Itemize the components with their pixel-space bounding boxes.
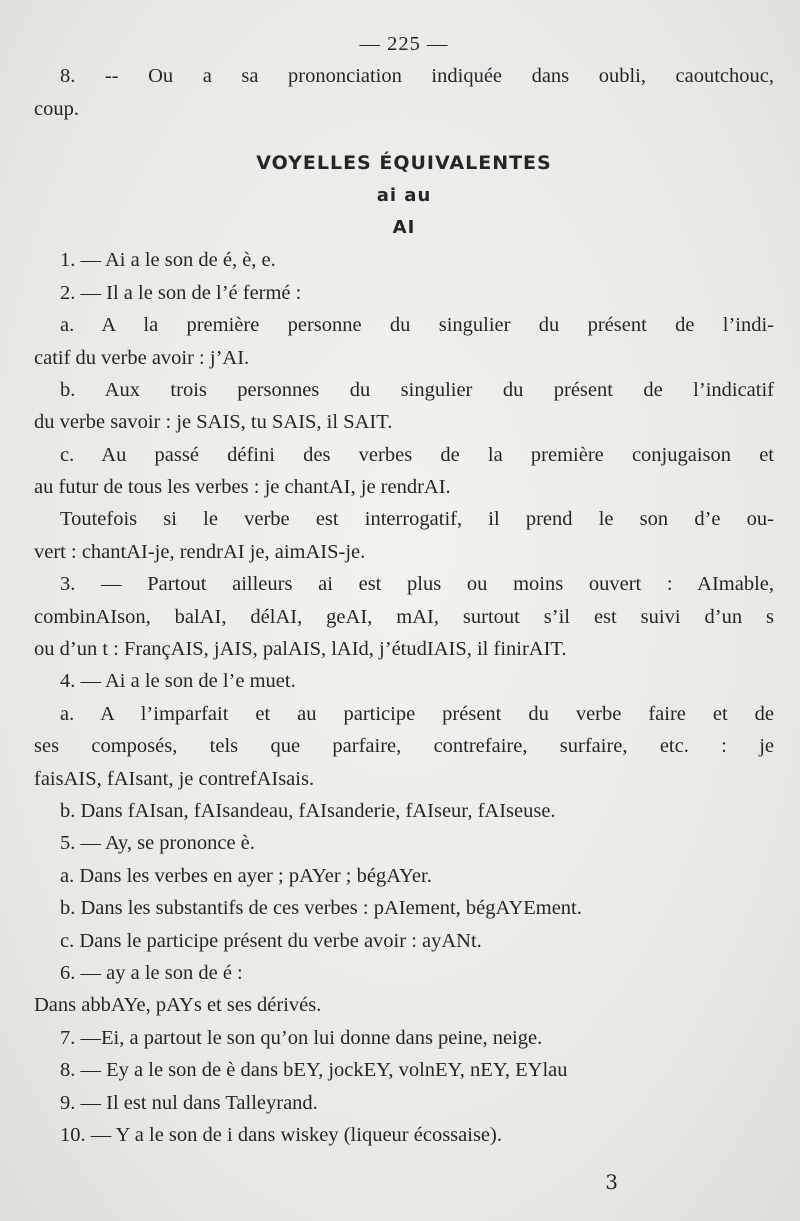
text-line: 1. — Ai a le son de é, è, e.	[60, 249, 276, 272]
text-line: a. A la première personne du singulier du présent de l’indi-	[60, 314, 774, 337]
text-line: 8. — Ey a le son de è dans bEY, jockEY, volnEY, nEY, EYlau	[60, 1059, 568, 1082]
text-line: 9. — Il est nul dans Talleyrand.	[60, 1091, 318, 1114]
signature-mark: 3	[605, 1170, 618, 1194]
text-line: 7. —Ei, a partout le son qu’on lui donne dans peine, neige.	[60, 1026, 543, 1049]
text-line: c. Dans le participe présent du verbe avoir : ayANt.	[60, 929, 482, 952]
text-line: 4. — Ai a le son de l’e muet.	[60, 670, 296, 693]
text-line: Dans abbAYe, pAYs et ses dérivés.	[34, 994, 322, 1017]
text-line: b. Aux trois personnes du singulier du présent de l’indicatif	[60, 378, 774, 401]
text-line: b. Dans fAIsan, fAIsandeau, fAIsanderie, fAIseur, fAIseuse.	[60, 799, 556, 822]
text-line: 2. — Il a le son de l’é fermé :	[60, 281, 302, 304]
spacer	[34, 125, 774, 147]
text-line: ses composés, tels que parfaire, contrefaire, surfaire, etc. : je	[34, 735, 774, 758]
text-line: combinAIson, balAI, délAI, geAI, mAI, surtout s’il est suivi d’un s	[34, 605, 774, 628]
page-number: — 225 —	[359, 33, 449, 55]
section-title: AI	[392, 216, 416, 238]
text-line: 8. -- Ou a sa prononciation indiquée dans oubli, caoutchouc,	[60, 65, 774, 88]
text-line: coup.	[34, 97, 79, 120]
text-line: 10. — Y a le son de i dans wiskey (liqueur écossaise).	[60, 1123, 502, 1146]
text-line: a. A l’imparfait et au participe présent du verbe faire et de	[60, 702, 774, 725]
text-line: faisAIS, fAIsant, je contrefAIsais.	[34, 767, 315, 790]
text-line: vert : chantAI-je, rendrAI je, aimAIS-je.	[34, 540, 366, 563]
text-line: c. Au passé défini des verbes de la première conjugaison et	[60, 443, 774, 466]
text-line: 3. — Partout ailleurs ai est plus ou moins ouvert : AImable,	[60, 573, 774, 596]
text-line: du verbe savoir : je SAIS, tu SAIS, il SAIT.	[34, 411, 393, 434]
section-heading: VOYELLES ÉQUIVALENTES	[256, 152, 552, 175]
page-text	[34, 28, 774, 1151]
text-line: Toutefois si le verbe est interrogatif, il prend le son d’e ou-	[60, 508, 774, 531]
text-line: b. Dans les substantifs de ces verbes : pAIement, bégAYEment.	[60, 897, 582, 920]
text-line: ou d’un t : FrançAIS, jAIS, palAIS, lAId, j’étudIAIS, il finirAIT.	[34, 638, 567, 661]
text-line: 5. — Ay, se prononce è.	[60, 832, 255, 855]
text-line: a. Dans les verbes en ayer ; pAYer ; bégAYer.	[60, 864, 432, 887]
text-line: au futur de tous les verbes : je chantAI, je rendrAI.	[34, 476, 451, 499]
text-line: 6. — ay a le son de é :	[60, 961, 243, 984]
text-line: catif du verbe avoir : j’AI.	[34, 346, 250, 369]
section-subheading: ai au	[376, 184, 432, 206]
